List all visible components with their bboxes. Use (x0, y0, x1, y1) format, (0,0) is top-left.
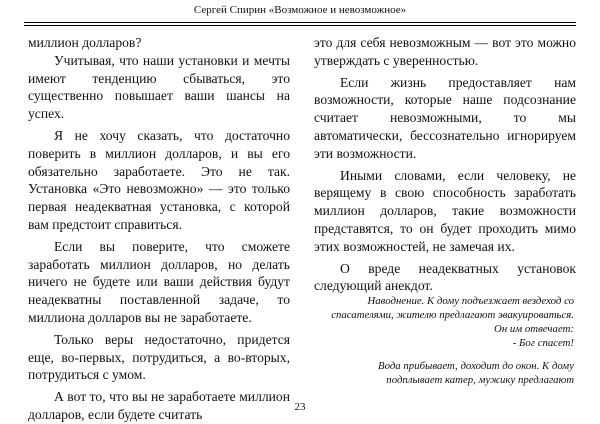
paragraph: это для себя невозможным — вот это можно утверждать с уверенностью. (314, 35, 576, 68)
paragraph: О вреде неадекватных установок следующий анекдот. (314, 260, 576, 294)
paragraph: Я не хочу сказать, что достаточно поверить в миллион долларов, и вы его обязательно заработаете. Это не так. Установка «Это невозможно» — это только первая неадекватная установка, с которой вам предстоит справиться. (28, 127, 290, 232)
paragraph: Только веры недостаточно, придется еще, во-первых, потрудиться, а во-вторых, потрудиться с умом. (28, 331, 290, 383)
running-header-title: Сергей Спирин «Возможное и невозможное» (193, 4, 407, 16)
anecdote-paragraph: Вода прибывает, доходит до окон. К дому подплывает катер, мужику предлагают (377, 360, 574, 386)
page-number (0, 401, 600, 413)
paragraph: Учитывая, что наши установки и мечты имеют тенденцию сбываться, это существенно повышает ваши шансы на успех. (28, 52, 290, 122)
anecdote-line: - Бог спасет! (512, 337, 574, 349)
paragraph: А вот то, что вы не заработаете миллион долларов, если будете считать (28, 389, 290, 422)
paragraph: Если жизнь предоставляет нам возможности, которые наше подсознание считает невозможными, то мы автоматически, бессознательно игнорируем эти возможности. (314, 74, 576, 161)
right-text-column (314, 34, 576, 295)
anecdote-block (326, 294, 574, 387)
anecdote-paragraph: Наводнение. К дому подъезжает вездеход со спасателями, жителю предлагают эвакуироваться. Он им отвечает: (331, 295, 574, 335)
running-header (24, 0, 576, 23)
paragraph: Иными словами, если человеку, не верящему в свою способность заработать миллион долларов, такие возможности представятся, то он будет проходить мимо этих возможностей, не замечая их. (314, 167, 576, 254)
left-text-column (28, 34, 290, 424)
paragraph: миллион долларов? (28, 35, 142, 50)
paragraph: Если вы поверите, что сможете заработать миллион долларов, но делать ничего не будете или ваши действия будут неадекватны поставленной задаче, то миллиона долларов вы не заработаете. (28, 238, 290, 325)
page-number-text: 23 (294, 401, 306, 413)
